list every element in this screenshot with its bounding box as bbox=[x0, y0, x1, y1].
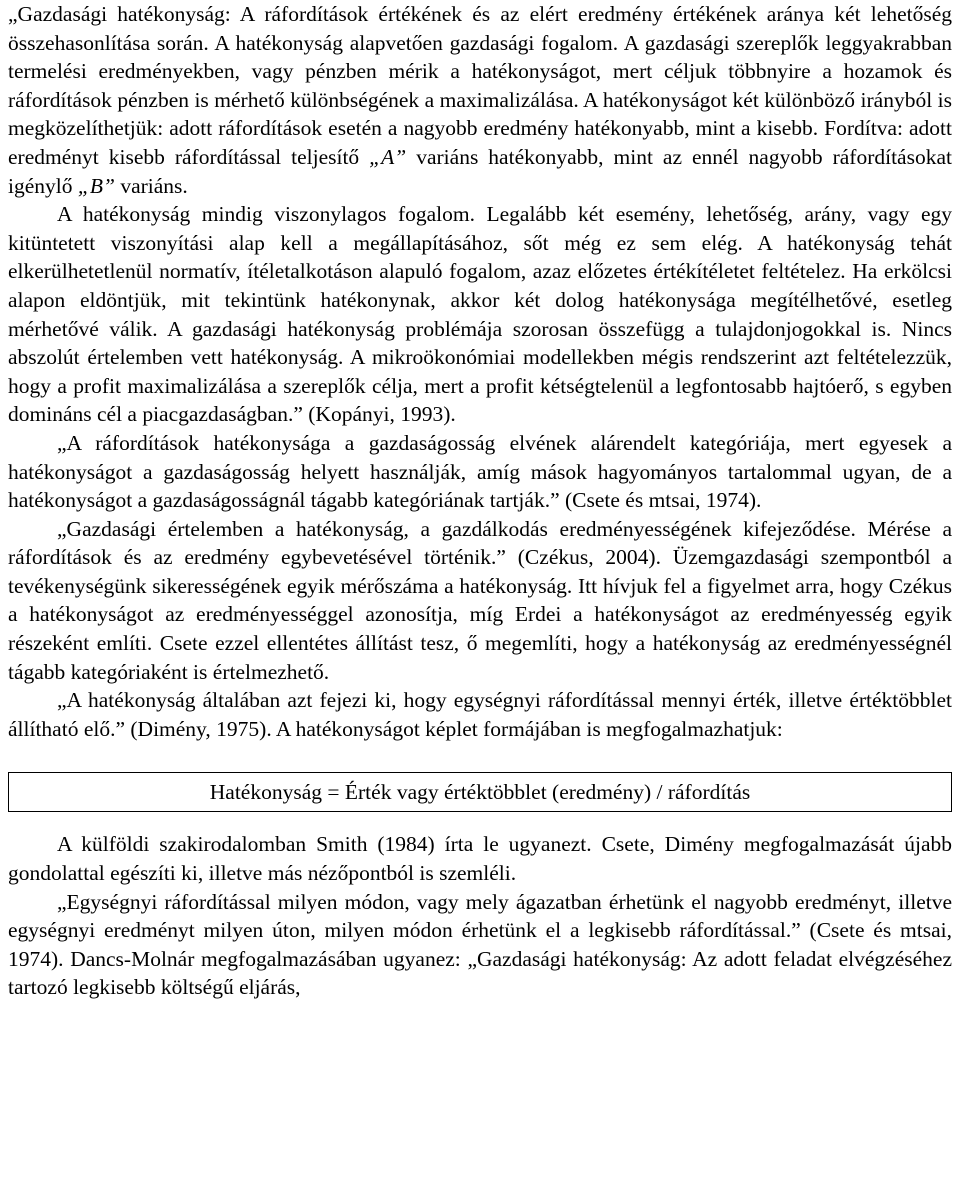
paragraph-text: variáns. bbox=[114, 173, 188, 198]
paragraph-csete-quote: „A ráfordítások hatékonysága a gazdaságosság elvének alárendelt kategóriája, mert egyesek a hatékonyságot a gazdaságosság helyett használják, amíg mások hagyományos tartalommal ugyan, de a hatékonyságot a gazdaságosságnál tágabb kategóriának tartják.” (Csete és mtsai, 1974). bbox=[8, 430, 952, 513]
paragraph-definition bbox=[8, 0, 952, 200]
paragraph-text: „Gazdasági hatékonyság: A ráfordítások értékének és az elért eredmény értékének aránya két lehetőség összehasonlítása során. A hatékonyság alapvetően gazdasági fogalom. A gazdasági szereplők leggyakrabban termelési eredményekben, vagy pénzben mérik a hatékonyságot, mert céljuk többnyire a hozamok és ráfordítások pénzben is mérhető különbségének a maximalizálása. A hatékonyságot két különböző irányból is megközelíthetjük: adott ráfordítások esetén a nagyobb eredmény hatékonyabb, mint a kisebb. Fordítva: adott eredményt kisebb ráfordítással teljesítő bbox=[8, 2, 952, 169]
document-page bbox=[8, 0, 952, 1002]
paragraph-smith: A külföldi szakirodalomban Smith (1984) írta le ugyanezt. Csete, Dimény megfogalmazását újabb gondolattal egészíti ki, illetve más nézőpontból is szemléli. bbox=[8, 832, 952, 886]
paragraph-czekus-quote: „Gazdasági értelemben a hatékonyság, a gazdálkodás eredményességének kifejeződése. Mérése a ráfordítások és az eredmény egybevetésével történik.” (Czékus, 2004). Üzemgazdasági szempontból a tevékenységünk sikerességének egyik mérőszáma a hatékonyság. Itt hívjuk fel a figyelmet arra, hogy Czékus a hatékonyságot az eredményességgel azonosítja, míg Erdei a hatékonyságot az eredményesség egyik részeként említi. Csete ezzel ellentétes állítást tesz, ő megemlíti, hogy a hatékonyság az eredményességnél tágabb kategóriaként is értelmezhető. bbox=[8, 516, 952, 684]
paragraph-unit-input-quote: „Egységnyi ráfordítással milyen módon, vagy mely ágazatban érhetünk el nagyobb eredményt, illetve egységnyi eredményt milyen úton, milyen módon érhetünk el a legkisebb ráfordítással.” (Csete és mtsai, 1974). Dancs-Molnár megfogalmazásában ugyanez: „Gazdasági hatékonyság: Az adott feladat elvégzéséhez tartozó legkisebb költségű eljárás, bbox=[8, 889, 952, 1000]
formula-box bbox=[8, 772, 952, 812]
paragraph-dimeny-quote: „A hatékonyság általában azt fejezi ki, hogy egységnyi ráfordítással mennyi érték, illetve értéktöbblet állítható elő.” (Dimény, 1975). A hatékonyságot képlet formájában is megfogalmazhatjuk: bbox=[8, 688, 952, 741]
paragraph-relativity: A hatékonyság mindig viszonylagos fogalom. Legalább két esemény, lehetőség, arány, vagy egy kitüntetett viszonyítási alap kell a megállapításához, sőt még ez sem elég. A hatékonyság tehát elkerülhetetlenül normatív, ítéletalkotáson alapuló fogalom, azaz előzetes értékítéletet feltételez. Ha erkölcsi alapon eldöntjük, mit tekintünk hatékonynak, akkor két dolog hatékonysága megítélhetővé, esetleg mérhetővé válik. A gazdasági hatékonyság problémája szorosan összefügg a tulajdonjogokkal is. Nincs abszolút értelemben vett hatékonyság. A mikroökonómiai modellekben mégis rendszerint azt feltételezzük, hogy a profit maximalizálása a szereplők célja, mert a profit kétségtelenül a legfontosabb hajtóerő, s egyben domináns cél a piacgazdaságban.” (Kopányi, 1993). bbox=[8, 202, 952, 427]
formula-text: Hatékonyság = Érték vagy értéktöbblet (eredmény) / ráfordítás bbox=[209, 779, 751, 804]
variant-b-label: „B” bbox=[77, 173, 115, 198]
variant-a-label: „A” bbox=[369, 144, 407, 169]
paragraph-text: variáns hatékonyabb, mint az ennél nagyobb ráfordításokat igénylő bbox=[8, 144, 952, 198]
